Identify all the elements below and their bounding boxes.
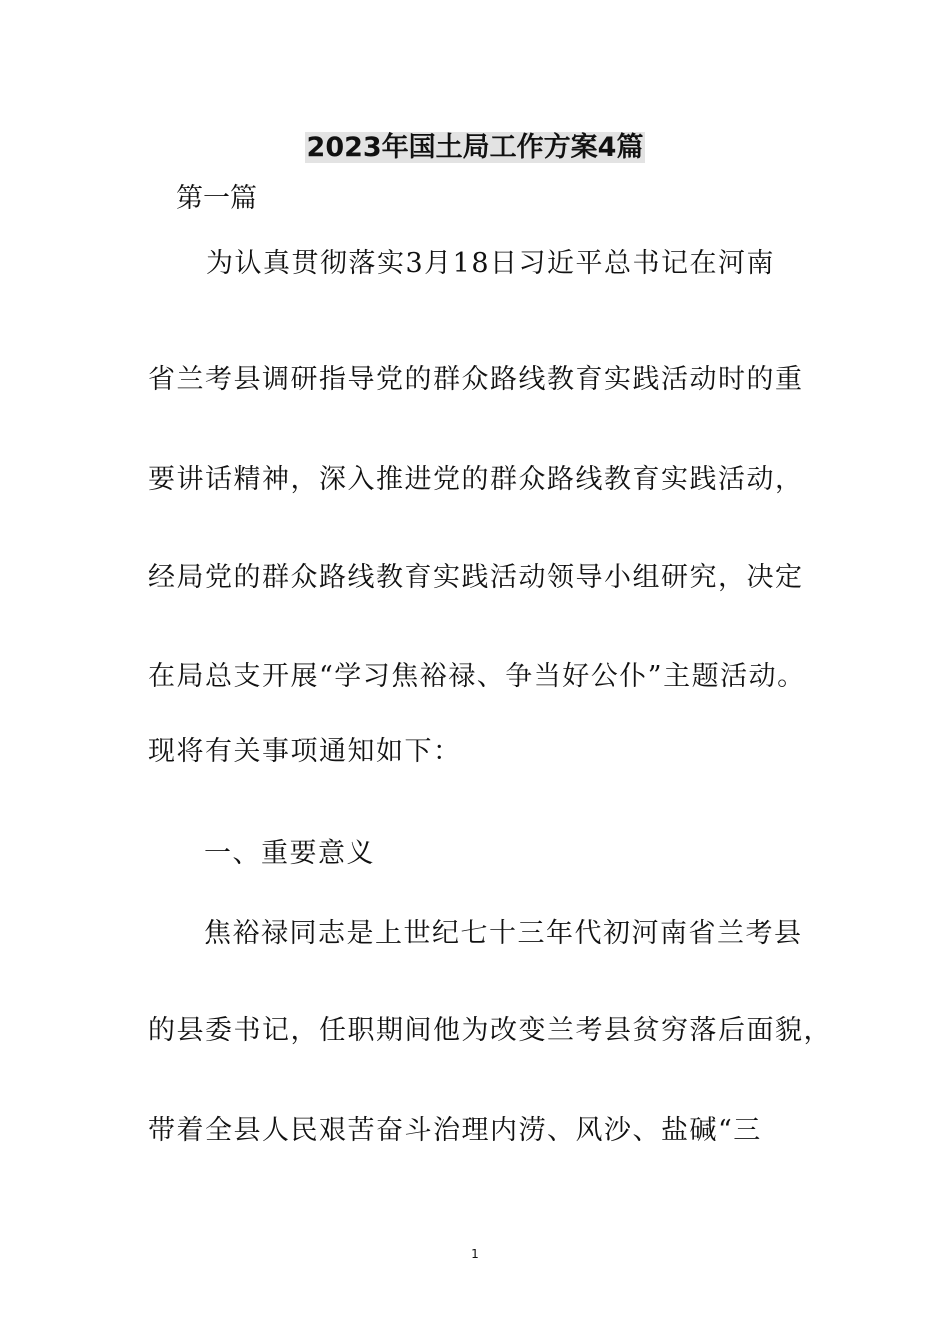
paragraph-line: 焦裕禄同志是上世纪七十三年代初河南省兰考县: [204, 918, 803, 949]
paragraph-line: 带着全县人民艰苦奋斗治理内涝、风沙、盐碱“三: [148, 1115, 762, 1146]
document-title-text: 2023年国土局工作方案4篇: [306, 132, 644, 163]
paragraph-line: 在局总支开展“学习焦裕禄、争当好公仆”主题活动。: [148, 661, 806, 692]
document-title: [0, 126, 950, 170]
section-heading: 第一篇: [176, 183, 257, 214]
subsection-heading: 一、重要意义: [204, 838, 375, 869]
paragraph-line: 的县委书记，任职期间他为改变兰考县贫穷落后面貌，: [148, 1015, 832, 1046]
paragraph-line: 省兰考县调研指导党的群众路线教育实践活动时的重: [148, 364, 804, 395]
paragraph-line: 要讲话精神，深入推进党的群众路线教育实践活动，: [148, 464, 804, 495]
paragraph-line: 现将有关事项通知如下：: [148, 736, 462, 767]
page-number: 1: [471, 1247, 479, 1261]
paragraph-line: 经局党的群众路线教育实践活动领导小组研究，决定: [148, 562, 804, 593]
paragraph-line: 为认真贯彻落实3月18日习近平总书记在河南: [206, 248, 776, 279]
